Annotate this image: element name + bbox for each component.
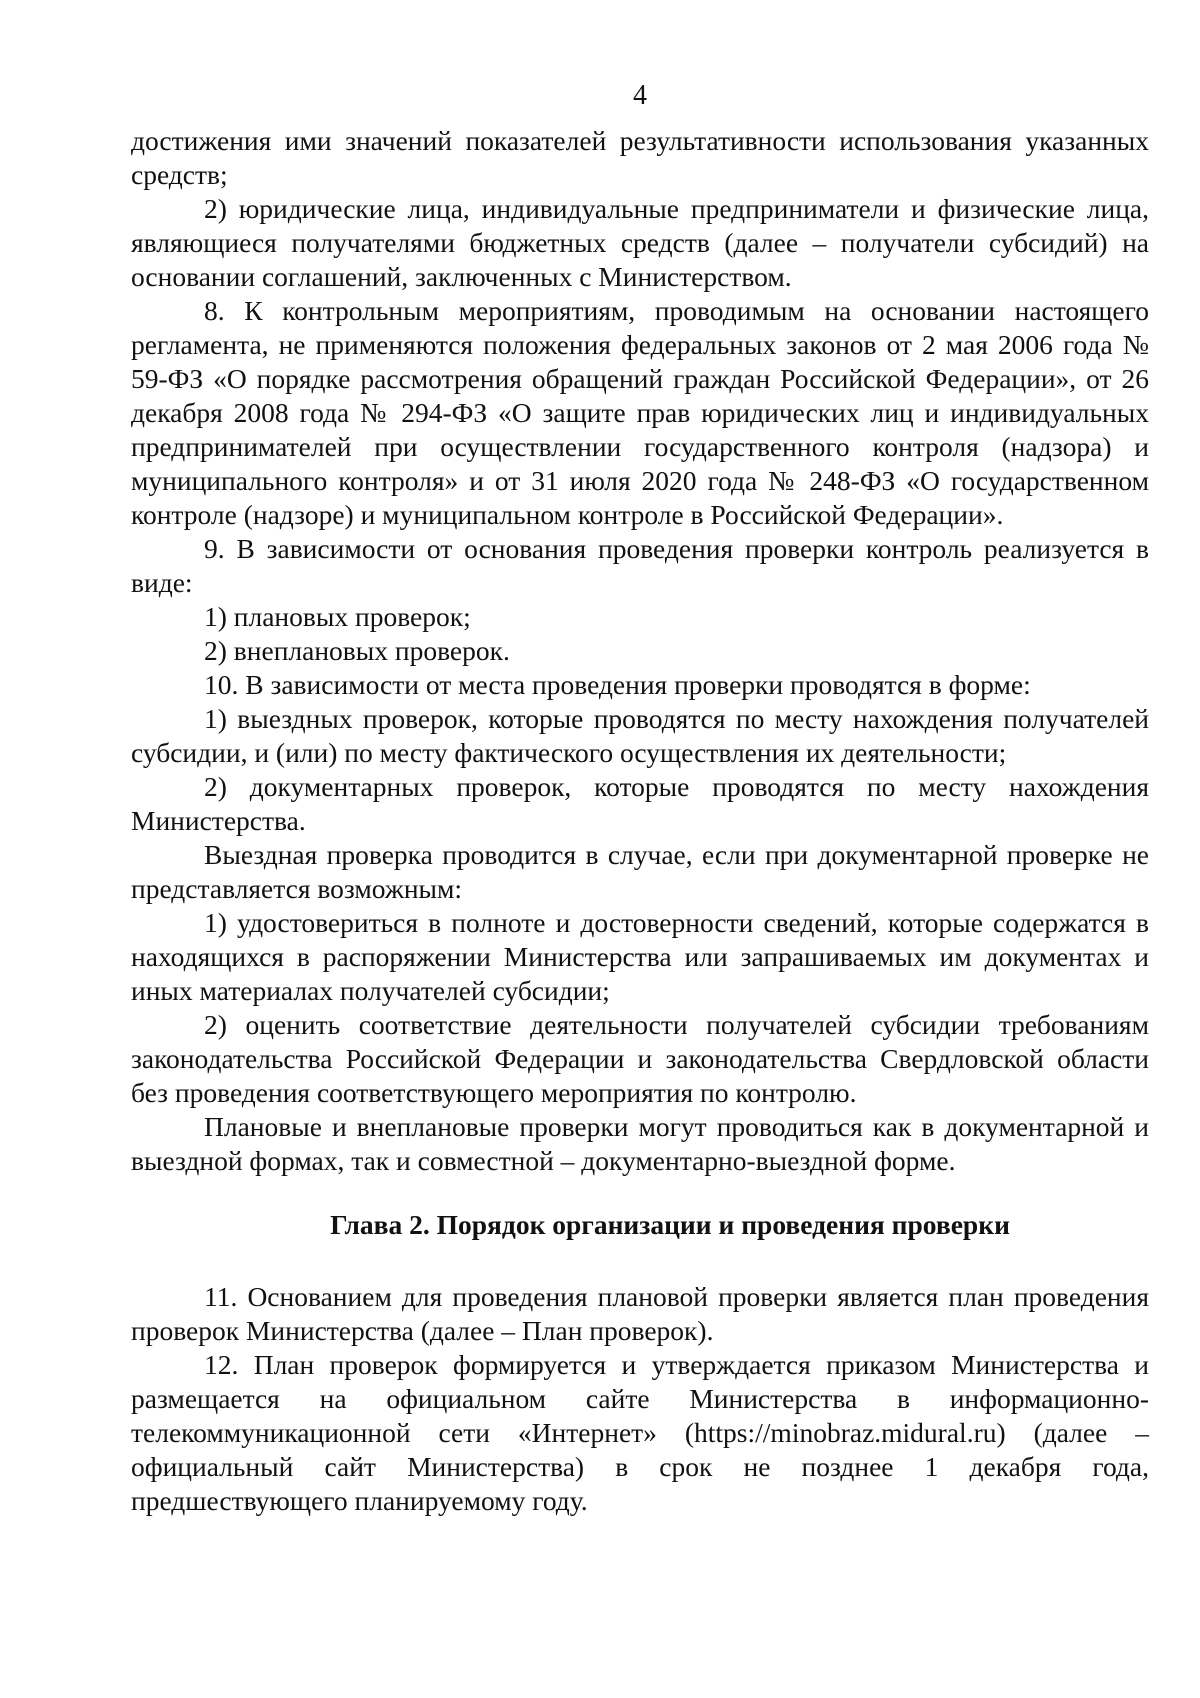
list-item-planned-checks: 1) плановых проверок; [204,601,471,632]
paragraph-field-check-conditions: Выездная проверка проводится в случае, если при документарной проверке не представляется возможным: [131,839,1149,904]
list-item-documentary-checks: 2) документарных проверок, которые проводятся по месту нахождения Министерства. [131,771,1149,836]
clause-12: 12. План проверок формируется и утверждается приказом Министерства и размещается на официальном сайте Министерства в информационно-телекоммуникационной сети «Интернет» (https://minobraz.midural.ru) (далее – официальный сайт Министерства) в срок не позднее 1 декабря года, предшествующего планируемому году. [131,1349,1149,1516]
clause-9: 9. В зависимости от основания проведения проверки контроль реализуется в виде: [131,533,1149,598]
page-number: 4 [633,80,647,111]
paragraph-check-forms: Плановые и внеплановые проверки могут проводиться как в документарной и выездной формах, так и совместной – документарно-выездной форме. [131,1111,1149,1176]
clause-8: 8. К контрольным мероприятиям, проводимым на основании настоящего регламента, не применяются положения федеральных законов от 2 мая 2006 года № 59-ФЗ «О порядке рассмотрения обращений граждан Российской Федерации», от 26 декабря 2008 года № 294-ФЗ «О защите прав юридических лиц и индивидуальных предпринимателей при осуществлении государственного контроля (надзора) и муниципального контроля» и от 31 июля 2020 года № 248-ФЗ «О государственном контроле (надзоре) и муниципальном контроле в Российской Федерации». [131,295,1149,530]
list-item-verify-completeness: 1) удостовериться в полноте и достоверности сведений, которые содержатся в находящихся в распоряжении Министерства или запрашиваемых им документах и иных материалах получателей субсидии; [131,907,1149,1006]
clause-11: 11. Основанием для проведения плановой проверки является план проведения проверок Министерства (далее – План проверок). [131,1281,1149,1346]
document-body [131,124,1149,1518]
paragraph-continuation: достижения ими значений показателей результативности использования указанных средств; [131,125,1149,190]
list-item-unplanned-checks: 2) внеплановых проверок. [204,635,510,666]
list-item-assess-compliance: 2) оценить соответствие деятельности получателей субсидии требованиям законодательства Российской Федерации и законодательства Свердловской области без проведения соответствующего мероприятия по контролю. [131,1009,1149,1108]
list-item-2-legal-entities: 2) юридические лица, индивидуальные предприниматели и физические лица, являющиеся получателями бюджетных средств (далее – получатели субсидий) на основании соглашений, заключенных с Министерством. [131,193,1149,292]
clause-10: 10. В зависимости от места проведения проверки проводятся в форме: [204,669,1031,700]
chapter-heading: Глава 2. Порядок организации и проведения проверки [330,1209,1010,1240]
list-item-field-checks: 1) выездных проверок, которые проводятся по месту нахождения получателей субсидии, и (или) по месту фактического осуществления их деятельности; [131,703,1149,768]
